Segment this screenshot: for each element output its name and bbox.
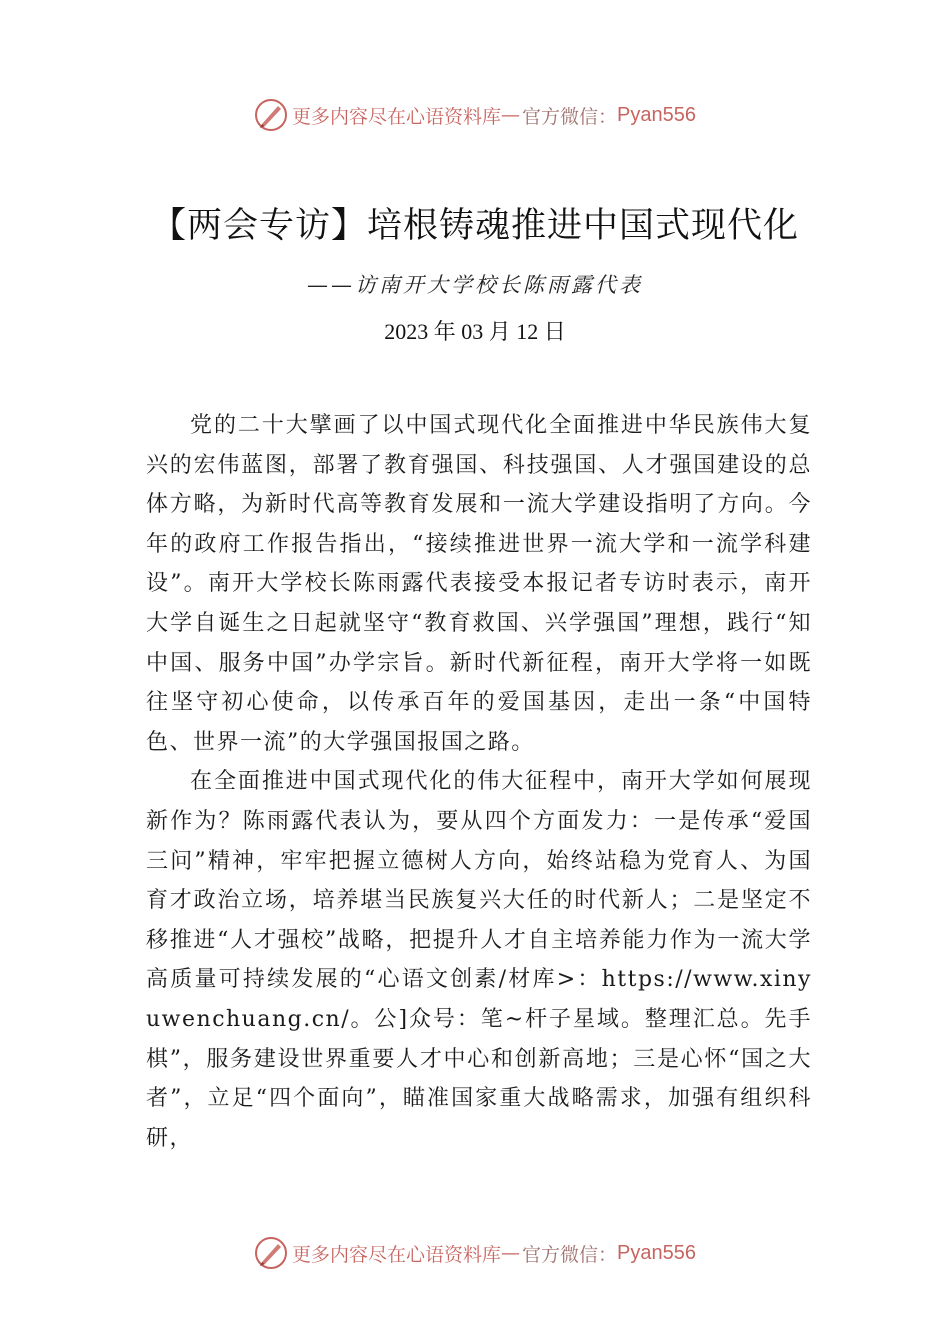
pen-quill-icon xyxy=(254,1236,288,1270)
paragraph: 党的二十大擘画了以中国式现代化全面推进中华民族伟大复兴的宏伟蓝图，部署了教育强国、科技强国、人才强国建设的总体方略，为新时代高等教育发展和一流大学建设指明了方向。今年的政府工作报告指出，“接续推进世界一流大学和一流学科建设”。南开大学校长陈雨露代表接受本报记者专访时表示，南开大学自诞生之日起就坚守“教育救国、兴学强国”理想，践行“知中国、服务中国”办学宗旨。新时代新征程，南开大学将一如既往坚守初心使命，以传承百年的爱国基因，走出一条“中国特色、世界一流”的大学强国报国之路。 xyxy=(146,413,812,755)
banner-text: 更多内容尽在心语资料库 xyxy=(292,1243,502,1266)
paragraph: 在全面推进中国式现代化的伟大征程中，南开大学如何展现新作为？陈雨露代表认为，要从四个方面发力：一是传承“爱国三问”精神，牢牢把握立德树人方向，始终站稳为党育人、为国育才政治立场，培养堪当民族复兴大任的时代新人；二是坚定不移推进“人才强校”战略，把提升人才自主培养能力作为一流大学高质量可持续发展的“心语文创素/材库>：https://www.xinyuwenchuang.cn/。公]众号：笔~杆子星域。整理汇总。先手棋”，服务建设世界重要人才中心和创新高地；三是心怀“国之大者”，立足“四个面向”，瞄准国家重大战略需求，加强有组织科研， xyxy=(146,769,812,1151)
banner-wechat-id: Pyan556 xyxy=(617,1241,696,1264)
banner-separator: — xyxy=(501,1242,521,1264)
article-date: 2023 年 03 月 12 日 xyxy=(384,319,566,344)
footer-banner xyxy=(0,1233,950,1273)
header-banner xyxy=(0,95,950,135)
banner-wechat-label: 官方微信： xyxy=(522,1243,618,1266)
banner-wechat-label: 官方微信： xyxy=(522,105,618,128)
banner-separator: — xyxy=(501,104,521,126)
banner-text: 更多内容尽在心语资料库 xyxy=(292,105,502,128)
pen-quill-icon xyxy=(254,98,288,132)
article-body xyxy=(146,406,812,1158)
article-title: 【两会专访】培根铸魂推进中国式现代化 xyxy=(150,206,799,246)
article-subtitle: ——访南开大学校长陈雨露代表 xyxy=(307,273,643,297)
banner-wechat-id: Pyan556 xyxy=(617,103,696,126)
